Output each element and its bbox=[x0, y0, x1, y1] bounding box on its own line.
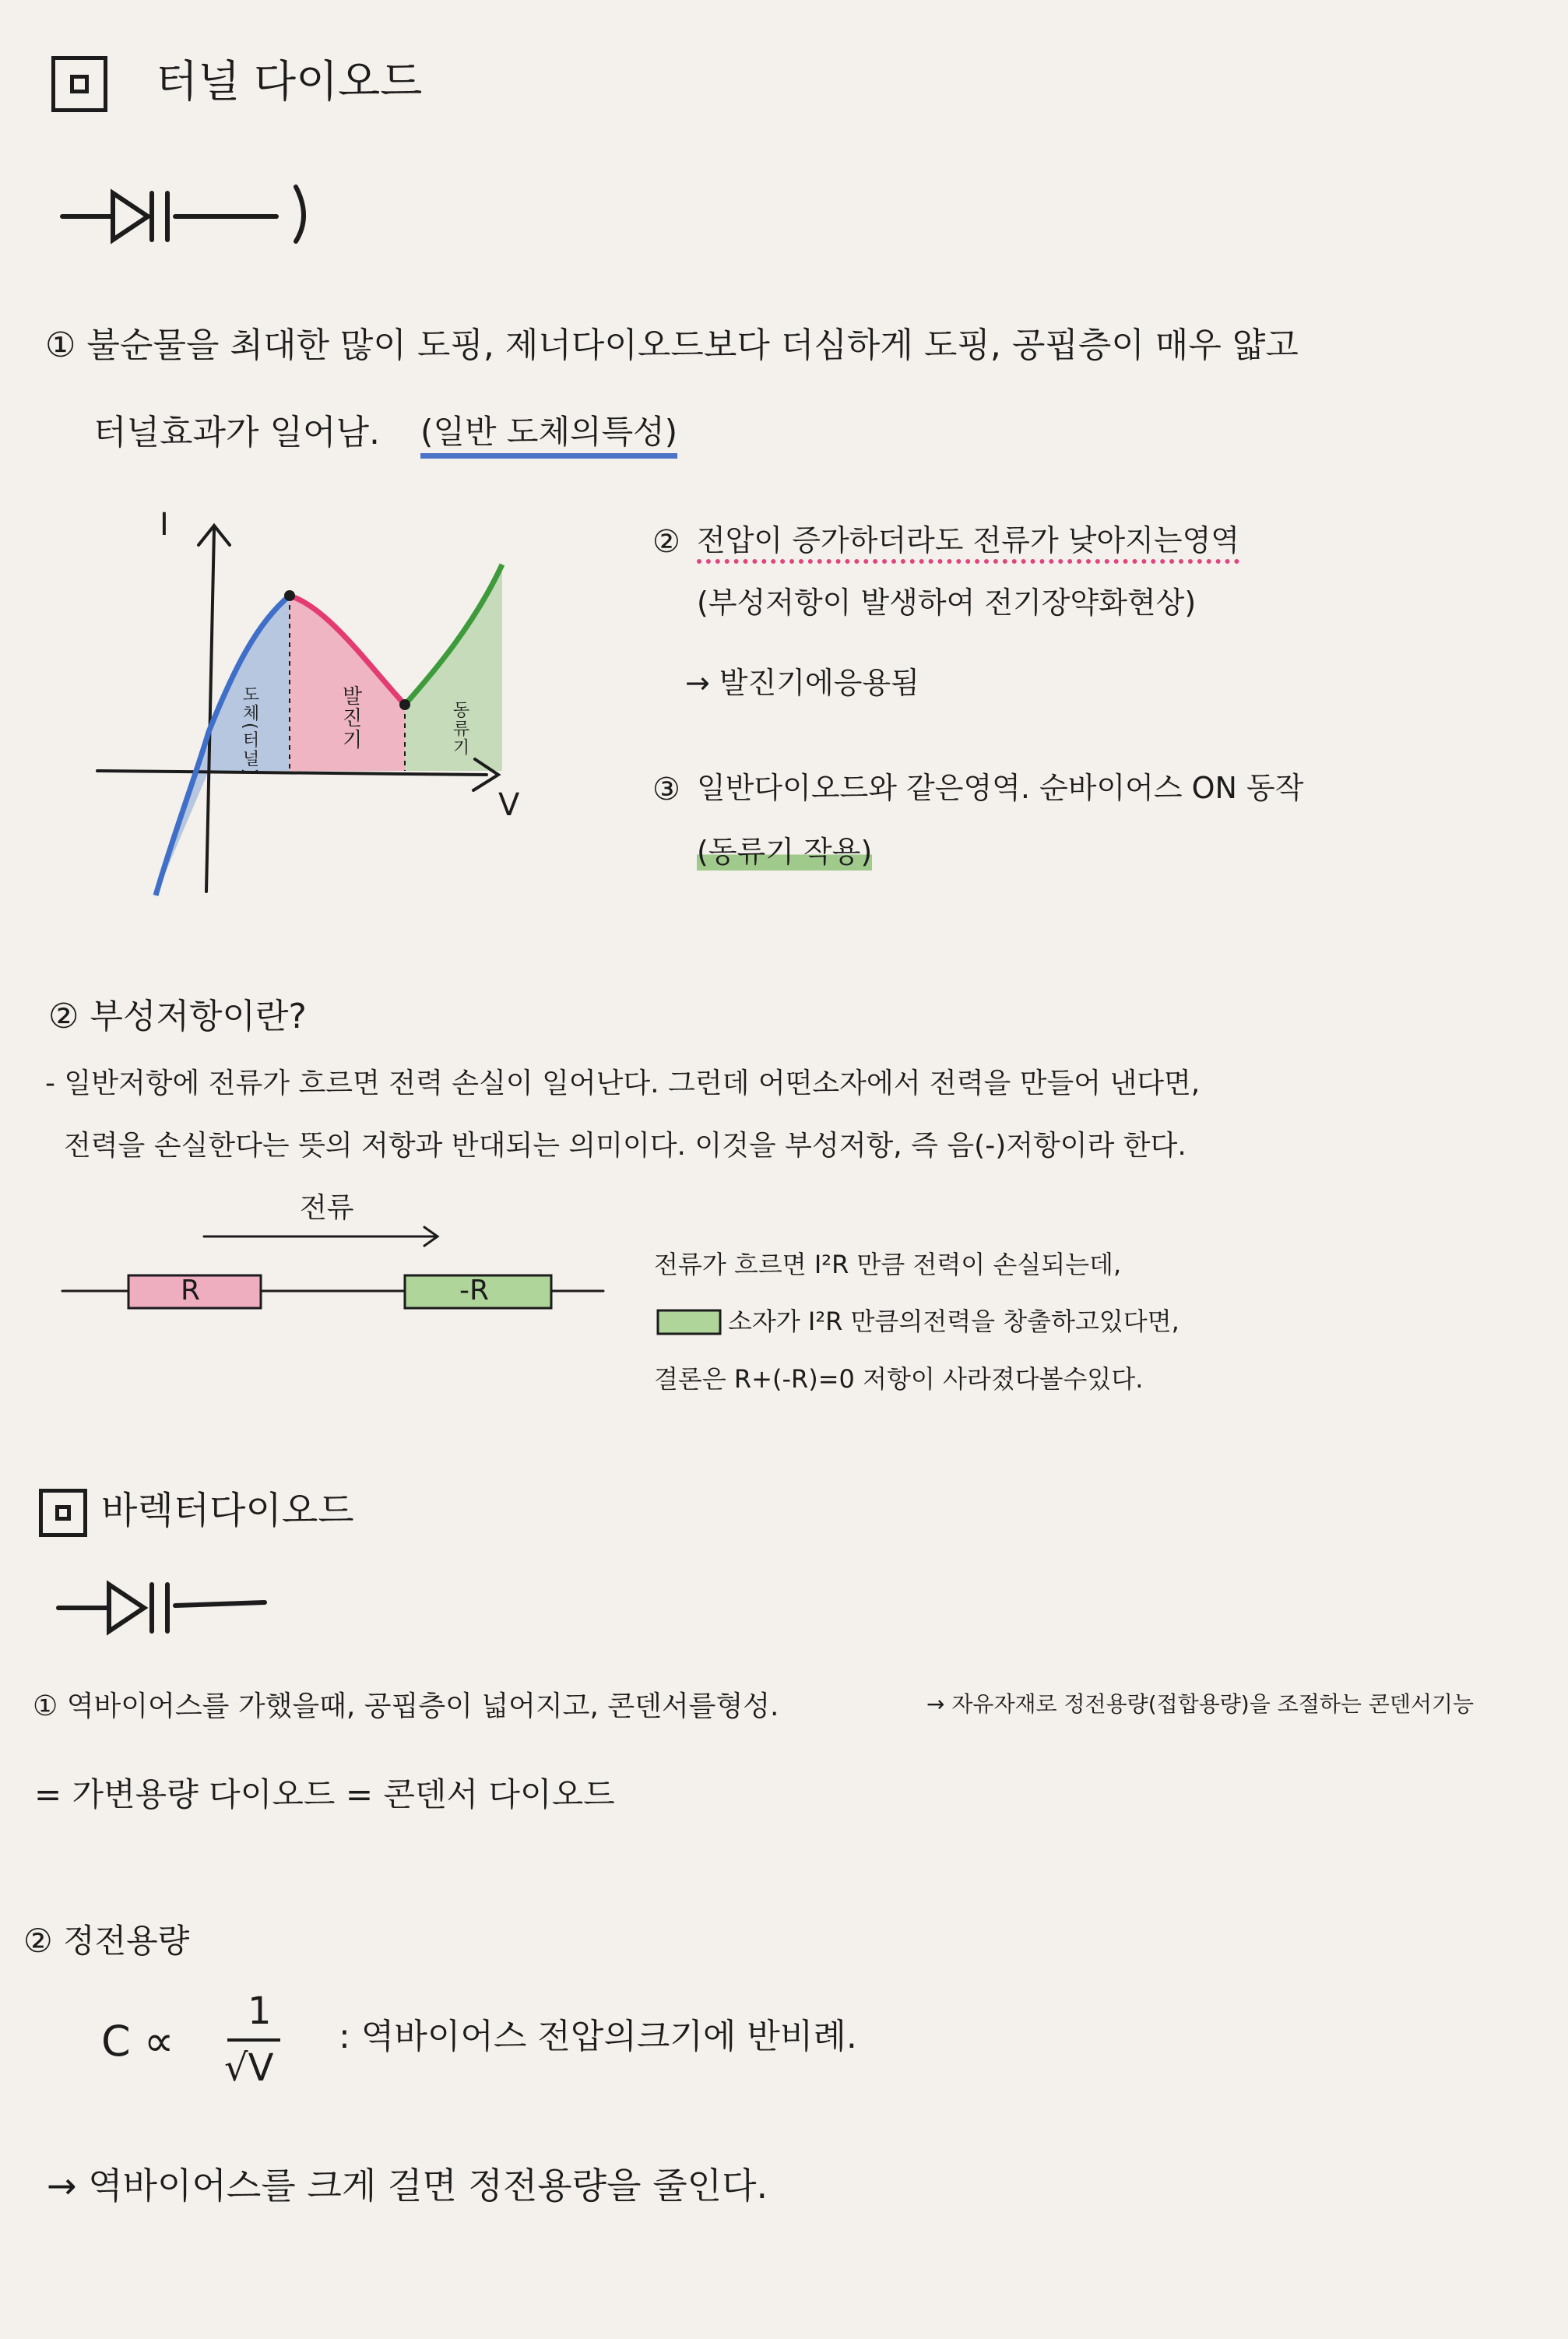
graph-region-rectifier: 동류기 bbox=[450, 701, 469, 757]
tunnel-point1-line2: 터널효과가 일어남. bbox=[93, 413, 381, 452]
current-label: 전류 bbox=[300, 1192, 354, 1224]
negative-resistance-title: ② 부성저항이란? bbox=[48, 997, 307, 1036]
varactor-point1-arrow: → 자유자재로 정전용량(접합용량)을 조절하는 콘덴서기능 bbox=[926, 1691, 1475, 1717]
negative-resistance-line2: 전력을 손실한다는 뜻의 저항과 반대되는 의미이다. 이것을 부성저항, 즉 음(-)저항이라 한다. bbox=[64, 1130, 1187, 1162]
tunnel-point3-text: 일반다이오드와 같은영역. 순바이어스 ON 동작 bbox=[697, 771, 1304, 805]
negative-resistance-line1: - 일반저항에 전류가 흐르면 전력 손실이 일어난다. 그런데 어떤소자에서 전력을 만들어 낸다면, bbox=[45, 1067, 1201, 1099]
resistor-r-label: R bbox=[181, 1275, 201, 1307]
tunnel-point1-line1: ① 불순물을 최대한 많이 도핑, 제너다이오드보다 더심하게 도핑, 공핍층이 매우 얇고 bbox=[45, 325, 1299, 365]
tunnel-point1-note: (일반 도체의특성) bbox=[420, 413, 677, 459]
resistor-explanation-2: 소자가 I²R 만큼의전력을 창출하고있다면, bbox=[728, 1307, 1180, 1336]
varactor-aliases: = 가변용량 다이오드 = 콘덴서 다이오드 bbox=[34, 1775, 615, 1813]
section-title-varactor: 바렉터다이오드 bbox=[101, 1489, 354, 1532]
graph-x-label: V bbox=[498, 787, 520, 823]
tunnel-point3-label: ③ bbox=[652, 772, 680, 807]
formula-lhs: C ∝ bbox=[101, 2017, 174, 2066]
resistor-explanation-1: 전류가 흐르면 I²R 만큼 전력이 손실되는데, bbox=[654, 1250, 1122, 1279]
graph-region-oscillator: 발진기 bbox=[339, 685, 362, 751]
formula-denominator: √V bbox=[224, 2046, 274, 2090]
graph-region-conductor: 도체(터널) bbox=[240, 685, 259, 777]
section-title-tunnel: 터널 다이오드 bbox=[156, 57, 423, 107]
resistor-explanation-3: 결론은 R+(-R)=0 저항이 사라졌다볼수있다. bbox=[654, 1364, 1144, 1394]
resistor-negative-r-label: -R bbox=[459, 1275, 490, 1307]
tunnel-point2-note: (부성저항이 발생하여 전기장약화현상) bbox=[697, 586, 1197, 620]
formula-numerator: 1 bbox=[248, 1989, 272, 2033]
varactor-point1: ① 역바이어스를 가했을때, 공핍층이 넓어지고, 콘덴서를형성. bbox=[33, 1690, 779, 1722]
tunnel-point2-arrow: → 발진기에응용됨 bbox=[685, 666, 919, 700]
tunnel-point2-text: 전압이 증가하더라도 전류가 낮아지는영역 bbox=[697, 523, 1239, 564]
varactor-conclusion: → 역바이어스를 크게 걸면 정전용량을 줄인다. bbox=[47, 2165, 768, 2207]
capacitance-title: ② 정전용량 bbox=[23, 1922, 190, 1960]
tunnel-point3-note: (동류기 작용) bbox=[697, 835, 873, 869]
formula-description: : 역바이어스 전압의크기에 반비례. bbox=[339, 2017, 857, 2056]
graph-y-label: I bbox=[160, 507, 169, 543]
tunnel-point2-label: ② bbox=[652, 524, 680, 560]
